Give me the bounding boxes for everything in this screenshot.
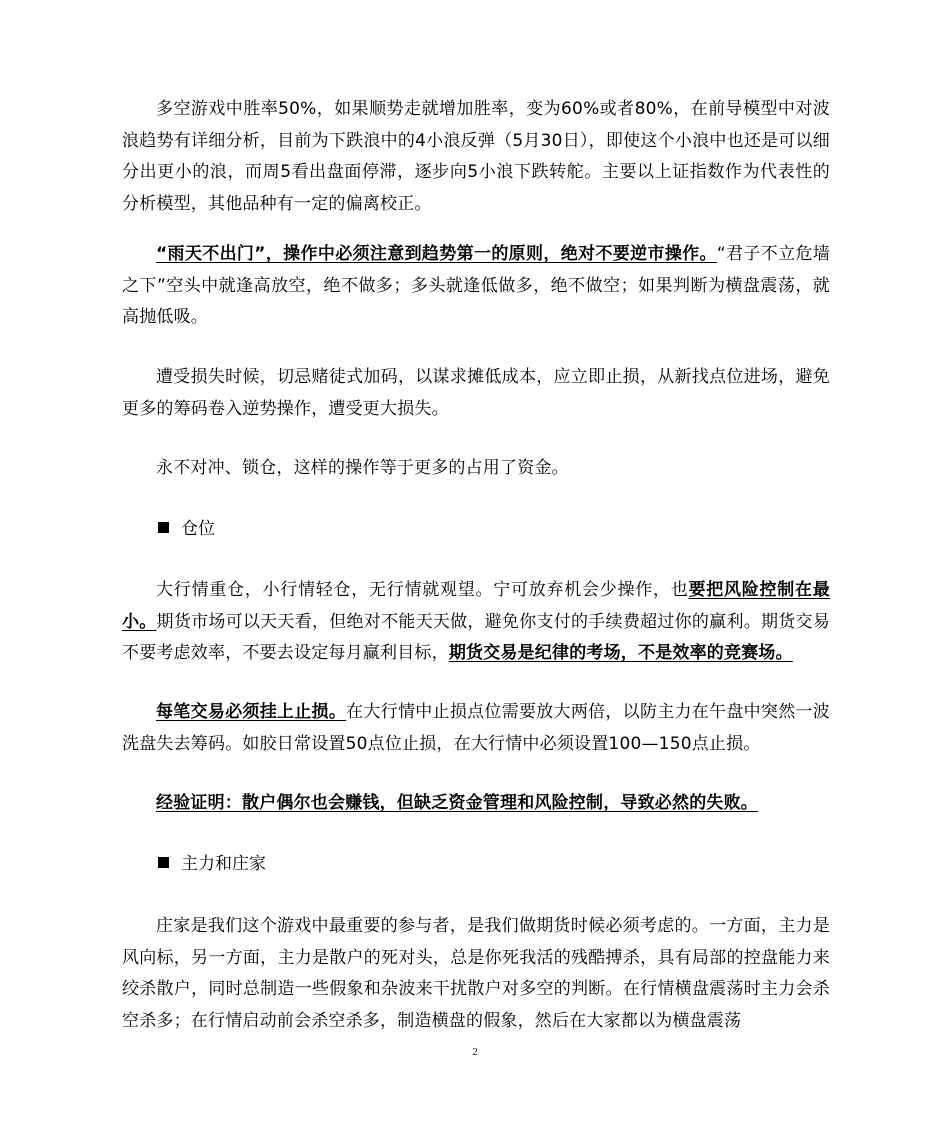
paragraph-dealer	[122, 911, 830, 1037]
paragraph-text: “君子不立危墙之下”空头中就逢高放空，绝不做多；多头就逢低做多，绝不做空；如果判断为横盘震荡，就高抛低吸。	[122, 244, 830, 327]
paragraph-text: 期货市场可以天天看，但绝对不能天天做，避免你支付的手续费超过你的赢利。期货交易不要考虑效率，不要去设定每月赢利目标，	[122, 611, 830, 663]
paragraph-stop-loss-advice	[122, 362, 830, 425]
paragraph-text: 大行情重仓，小行情轻仓，无行情就观望。宁可放弃机会少操作，也	[156, 580, 689, 600]
paragraph-position-sizing	[122, 575, 830, 670]
emphasis-text: 经验证明：散户偶尔也会赚钱，但缺乏资金管理和风险控制，导致必然的失败。	[156, 793, 758, 813]
paragraph-win-rate	[122, 94, 830, 220]
heading-text: 主力和庄家	[181, 854, 266, 874]
paragraph-trend-first	[122, 239, 830, 334]
emphasis-text: 要把风险控制在最小。	[122, 580, 830, 632]
paragraph-every-trade-stop	[122, 697, 830, 760]
heading-text: 仓位	[181, 519, 215, 539]
paragraph-text: 庄家是我们这个游戏中最重要的参与者，是我们做期货时候必须考虑的。一方面，主力是风向标，另一方面，主力是散户的死对头，总是你死我活的残酷搏杀，具有局部的控盘能力来绞杀散户，同时总制造一些假象和杂波来干扰散户对多空的判断。在行情横盘震荡时主力会杀空杀多；在行情启动前会杀空杀多，制造横盘的假象，然后在大家都以为横盘震荡	[122, 916, 830, 1031]
paragraph-experience	[122, 788, 830, 820]
section-heading-position	[158, 514, 215, 546]
section-heading-main-force	[158, 849, 266, 881]
paragraph-text: 多空游戏中胜率50%，如果顺势走就增加胜率，变为60%或者80%，在前导模型中对波浪趋势有详细分析，目前为下跌浪中的4小浪反弹（5月30日），即使这个小浪中也还是可以细分出更小的浪，而周5看出盘面停滞，逐步向5小浪下跌转舵。主要以上证指数作为代表性的分析模型，其他品种有一定的偏离校正。	[122, 99, 830, 214]
paragraph-text: 遭受损失时候，切忌赌徒式加码，以谋求摊低成本，应立即止损，从新找点位进场，避免更多的筹码卷入逆势操作，遭受更大损失。	[122, 367, 830, 419]
square-bullet-icon	[158, 522, 169, 533]
square-bullet-icon	[158, 857, 169, 868]
emphasis-text: 每笔交易必须挂上止损。	[156, 702, 347, 722]
emphasis-text: 期货交易是纪律的考场，不是效率的竞赛场。	[448, 643, 793, 663]
paragraph-text: 永不对冲、锁仓，这样的操作等于更多的占用了资金。	[156, 458, 569, 478]
paragraph-text: 在大行情中止损点位需要放大两倍，以防主力在午盘中突然一波洗盘失去筹码。如胶日常设置50点位止损，在大行情中必须设置100—150点止损。	[122, 702, 830, 754]
emphasis-text: “雨天不出门”，操作中必须注意到趋势第一的原则，绝对不要逆市操作。	[156, 244, 717, 264]
page-number: 2	[472, 1046, 478, 1058]
paragraph-no-hedging	[122, 453, 830, 485]
